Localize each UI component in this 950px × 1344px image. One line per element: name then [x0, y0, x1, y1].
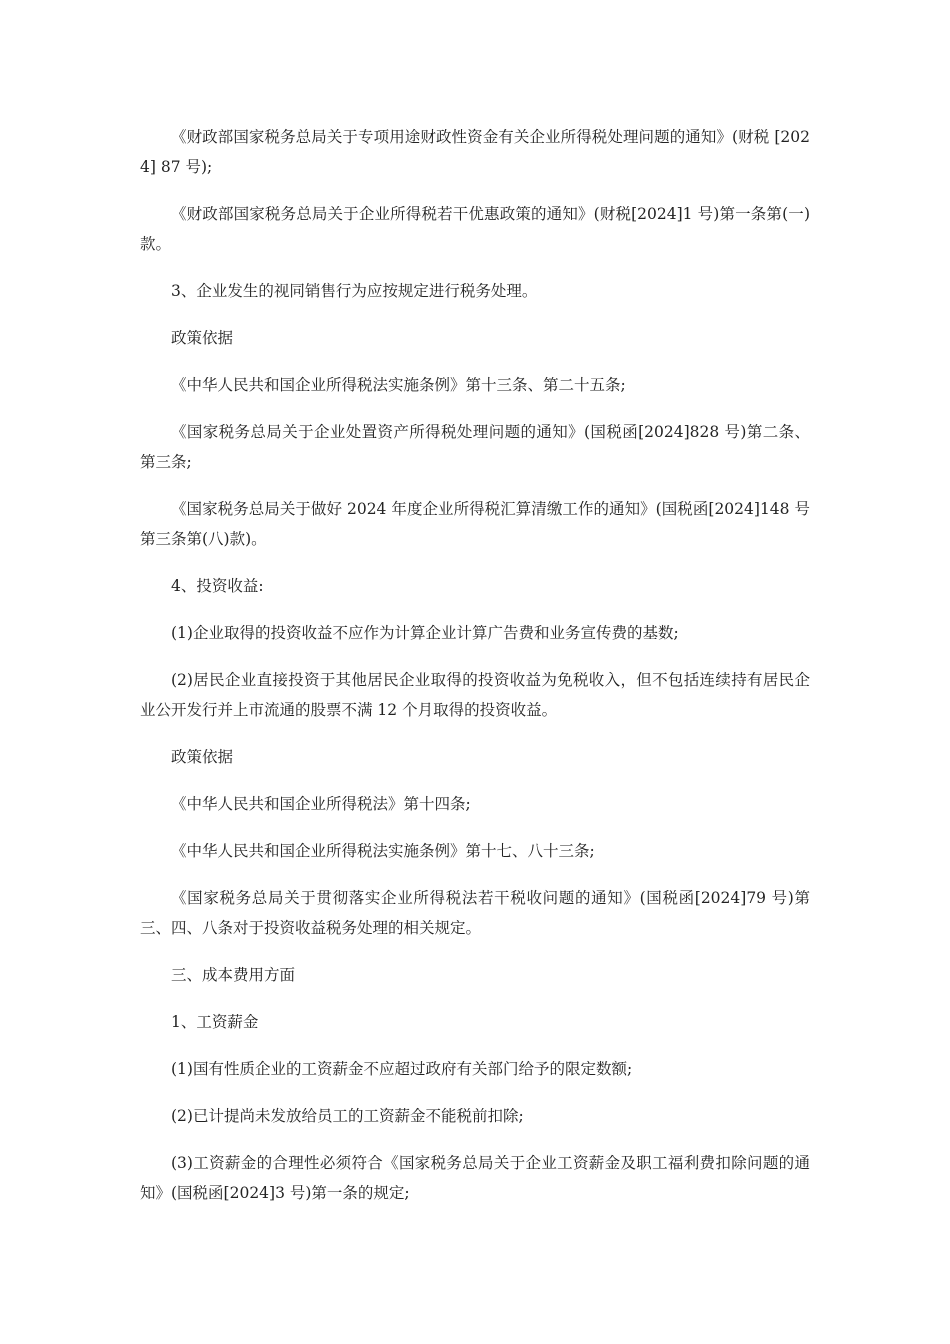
- paragraph-notice-caishui-1: 《财政部国家税务总局关于企业所得税若干优惠政策的通知》(财税[2024]1 号)第一条第(一)款。: [140, 205, 810, 253]
- paragraph-investment-item-1: (1)企业取得的投资收益不应作为计算企业计算广告费和业务宣传费的基数;: [171, 624, 679, 642]
- paragraph-tax-law-article-14: 《中华人民共和国企业所得税法》第十四条;: [171, 795, 471, 813]
- paragraph-wages-item-1: (1)国有性质企业的工资薪金不应超过政府有关部门给予的限定数额;: [171, 1060, 633, 1078]
- paragraph-deemed-sales: 3、企业发生的视同销售行为应按规定进行税务处理。: [171, 282, 538, 300]
- paragraph-investment-item-2: (2)居民企业直接投资于其他居民企业取得的投资收益为免税收入，但不包括连续持有居民企业公开发行并上市流通的股票不满 12 个月取得的投资收益。: [140, 671, 810, 719]
- paragraph-investment-income-heading: 4、投资收益:: [171, 577, 264, 595]
- paragraph-wages-item-3: (3)工资薪金的合理性必须符合《国家税务总局关于企业工资薪金及职工福利费扣除问题的通知》(国税函[2024]3 号)第一条的规定;: [140, 1154, 810, 1202]
- paragraph-policy-basis-heading: 政策依据: [171, 329, 234, 347]
- paragraph-notice-caishui-87: 《财政部国家税务总局关于专项用途财政性资金有关企业所得税处理问题的通知》(财税 [2024] 87 号);: [140, 128, 810, 176]
- document-body: [140, 122, 810, 1225]
- paragraph-implementation-regulations: 《中华人民共和国企业所得税法实施条例》第十三条、第二十五条;: [171, 376, 626, 394]
- paragraph-notice-guoshuihan-148: 《国家税务总局关于做好 2024 年度企业所得税汇算清缴工作的通知》(国税函[2024]148 号第三条第(八)款)。: [140, 500, 810, 548]
- paragraph-wages-item-2: (2)已计提尚未发放给员工的工资薪金不能税前扣除;: [171, 1107, 524, 1125]
- paragraph-cost-expense-heading: 三、成本费用方面: [171, 966, 296, 984]
- paragraph-regulations-articles-17-83: 《中华人民共和国企业所得税法实施条例》第十七、八十三条;: [171, 842, 595, 860]
- paragraph-notice-guoshuihan-828: 《国家税务总局关于企业处置资产所得税处理问题的通知》(国税函[2024]828 号)第二条、第三条;: [140, 423, 810, 471]
- paragraph-notice-guoshuihan-79: 《国家税务总局关于贯彻落实企业所得税法若干税收问题的通知》(国税函[2024]79 号)第三、四、八条对于投资收益税务处理的相关规定。: [140, 889, 810, 937]
- paragraph-wages-heading: 1、工资薪金: [171, 1013, 259, 1031]
- paragraph-policy-basis-heading-2: 政策依据: [171, 748, 234, 766]
